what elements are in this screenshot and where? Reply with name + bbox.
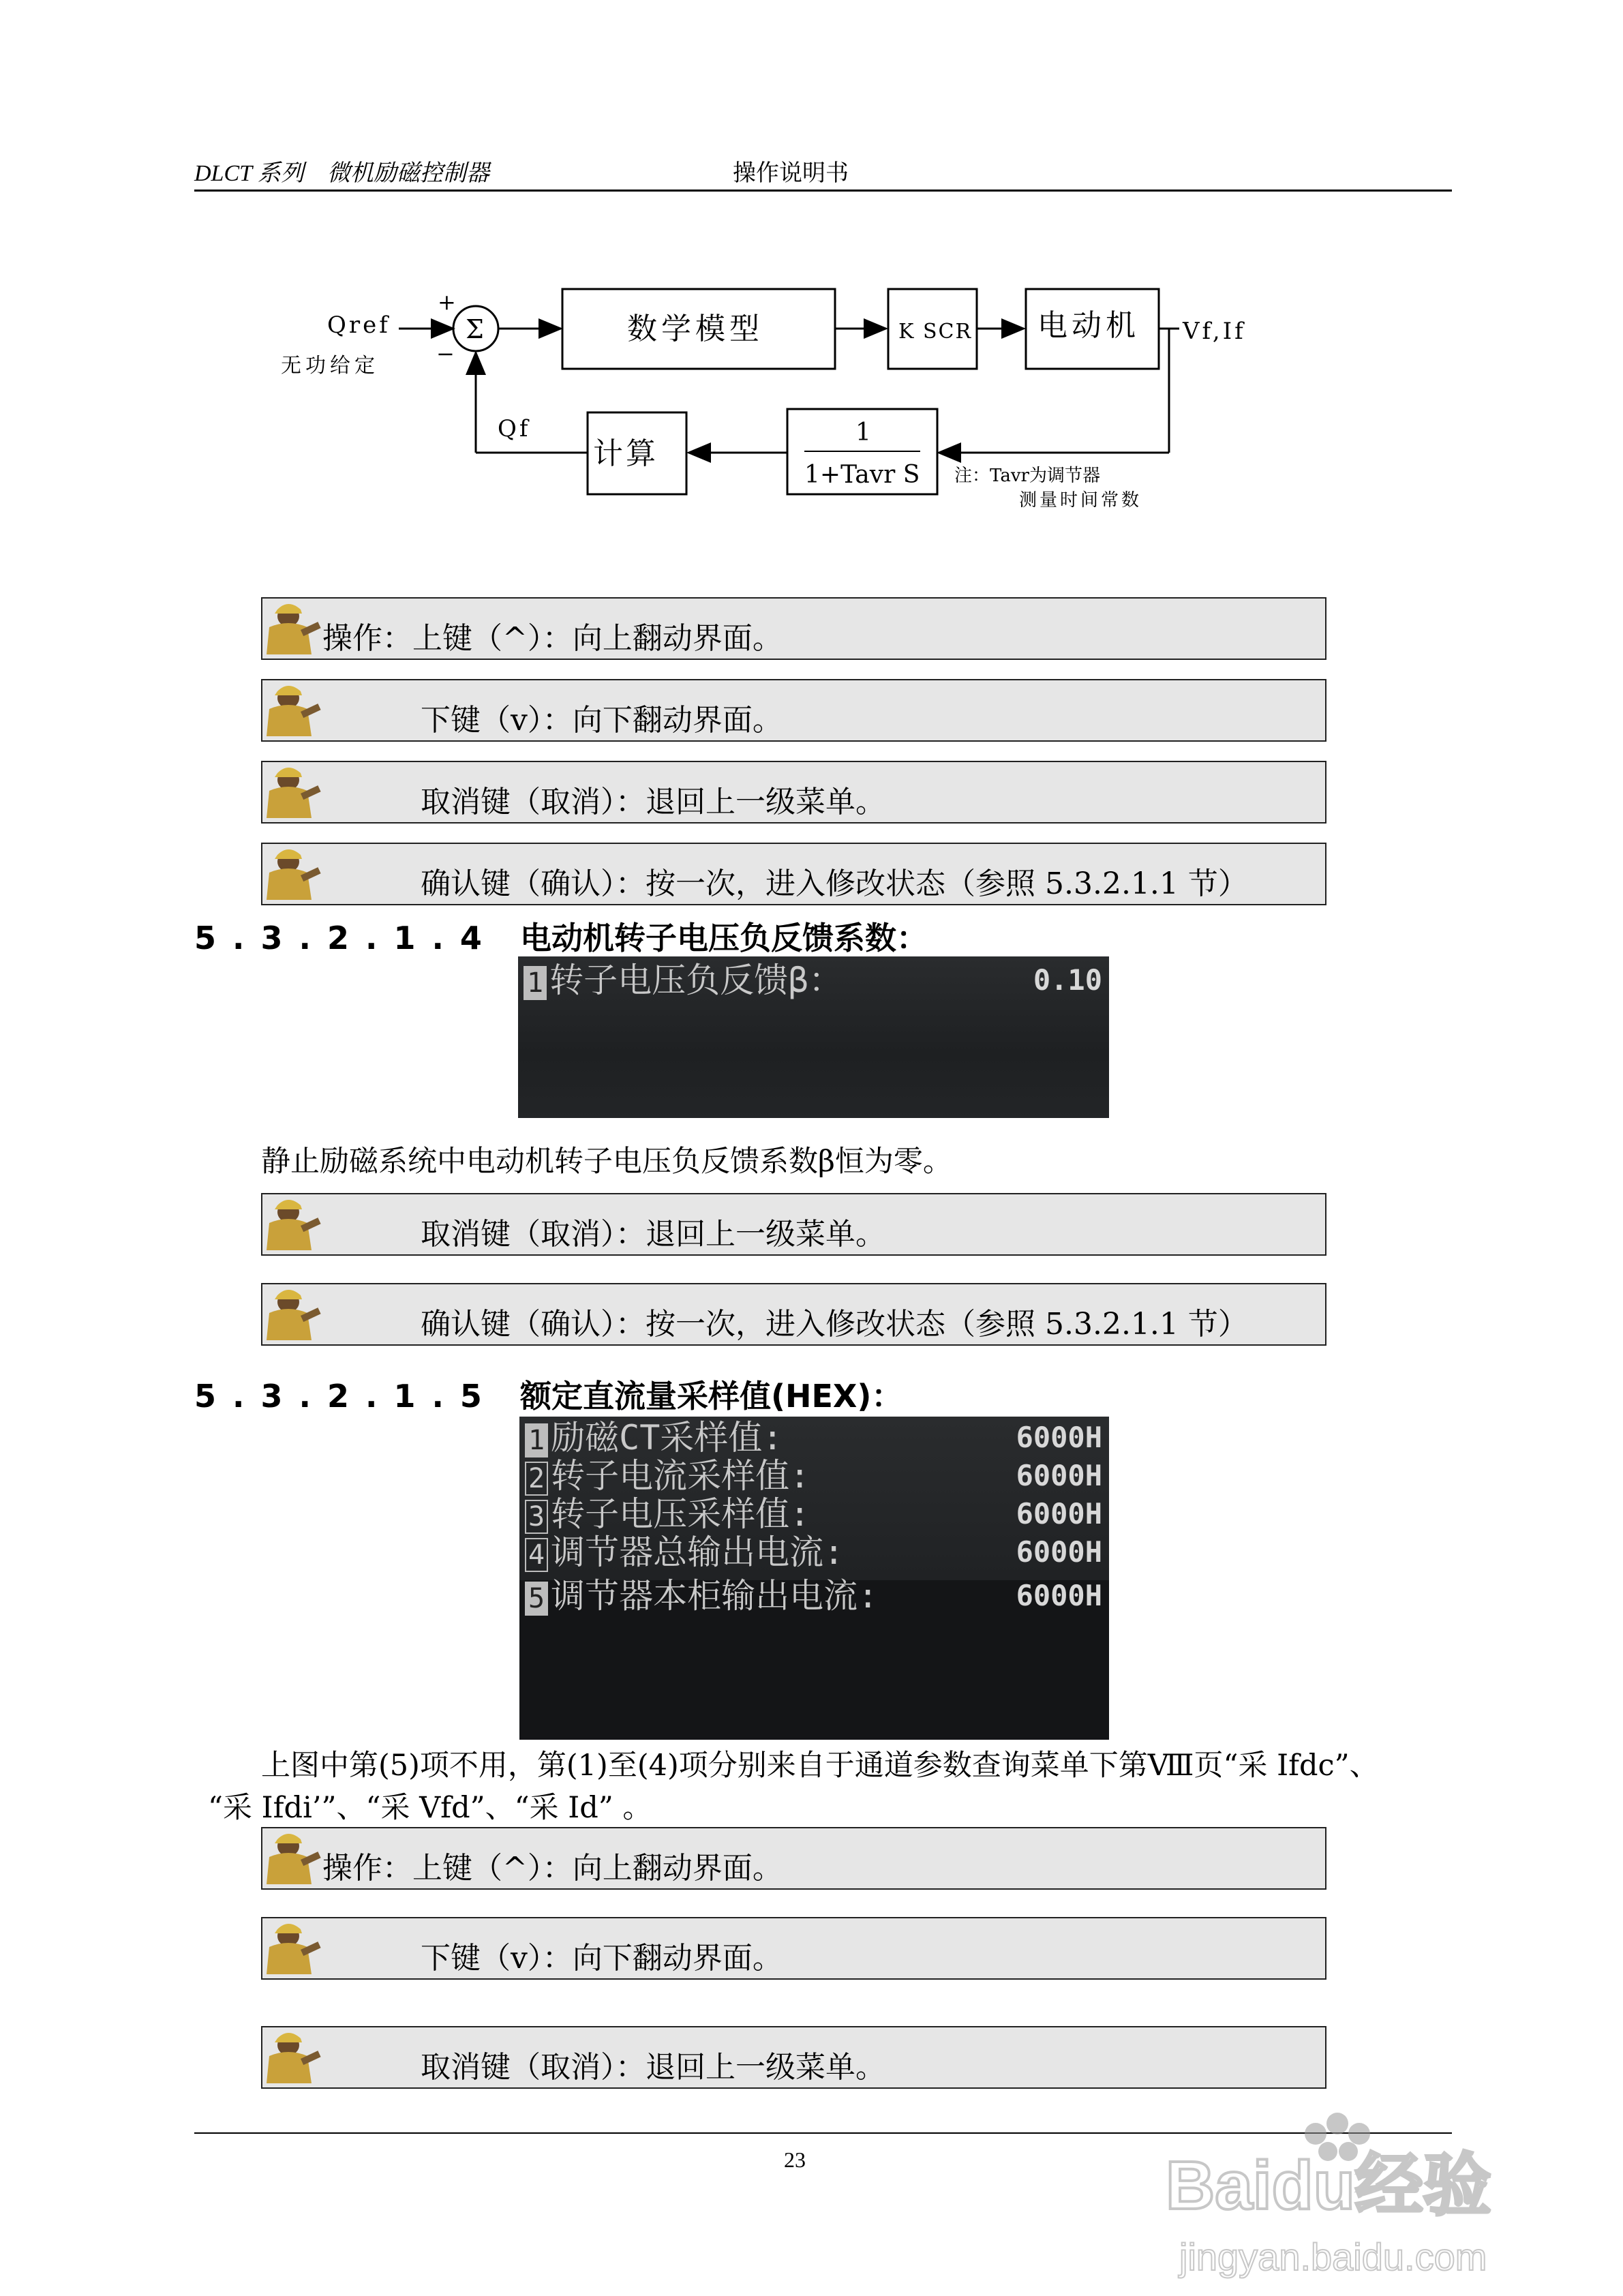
worker-icon [264,845,322,903]
note-box [261,1917,1326,1980]
note-text: 取消键（取消）：退回上一级菜单。 [421,785,885,819]
section1-paragraph: 静止励磁系统中电动机转子电压负反馈系数β恒为零。 [261,1145,952,1179]
qref-desc: 无功给定 [281,354,379,378]
lcd-screen-sampling [519,1417,1109,1740]
qf-label: Qf [498,415,531,442]
note-box [261,761,1326,824]
tf-numerator: 1 [855,419,871,447]
worker-icon [264,600,322,657]
note-text: 操作：上键（^）：向上翻动界面。 [322,621,783,656]
note-text: 操作：上键（^）：向上翻动界面。 [322,1851,783,1886]
note-box [261,1193,1326,1256]
header-product: 微机励磁控制器 [327,161,489,186]
lcd-row-index: 4 [525,1538,548,1572]
lcd-row-label: 转子电压负反馈β： [549,961,843,1000]
lcd-row-index: 3 [525,1500,548,1534]
sum-symbol: Σ [466,314,484,344]
section-number: 5.3.2.1.5 [194,1378,498,1415]
tf-denominator: 1+Tavr S [804,461,920,489]
lcd-row-label: 励磁CT采样值: [551,1418,783,1457]
section2-paragraph-line2: “采 Ifdi’”、“采 Vfd”、“采 Id” 。 [208,1791,652,1825]
math-model-label: 数学模型 [627,312,763,346]
lcd-row-label: 调节器本柜输出电流: [551,1576,879,1616]
page-number: 23 [784,2147,806,2172]
section2-paragraph-line1: 上图中第(5)项不用，第(1)至(4)项分别来自于通道参数查询菜单下第Ⅷ页“采 Ifdc”、 [261,1749,1379,1783]
note-text: 下键（v）：向下翻动界面。 [421,1941,783,1976]
lcd-row-label: 调节器总输出电流: [551,1532,845,1572]
tavr-note-line2: 测量时间常数 [1019,490,1142,511]
lcd-row-value: 6000H [1016,1497,1102,1530]
worker-icon [264,2029,322,2086]
header-rule [194,190,1452,192]
worker-icon [264,1830,322,1887]
note-text: 取消键（取消）：退回上一级菜单。 [421,1217,885,1252]
worker-icon [264,1920,322,1977]
section-heading-5-3-2-1-4 [194,913,928,958]
note-text: 取消键（取消）：退回上一级菜单。 [421,2050,885,2085]
tavr-note-line1: 注：Tavr为调节器 [954,466,1100,486]
baidu-watermark-logo [1159,2086,1541,2291]
note-text: 确认键（确认）：按一次，进入修改状态（参照 5.3.2.1.1 节） [421,866,1248,901]
lcd-row-value: 6000H [1016,1459,1102,1492]
lcd-row-index: 5 [525,1582,548,1616]
lcd-row-value: 6000H [1016,1421,1102,1454]
lcd-screen-beta [518,956,1109,1118]
kscr-label: K SCR [898,320,973,344]
note-text: 下键（v）：向下翻动界面。 [421,703,783,738]
sum-minus: − [436,341,455,367]
note-text: 确认键（确认）：按一次，进入修改状态（参照 5.3.2.1.1 节） [421,1307,1248,1342]
section-title: 电动机转子电压负反馈系数： [519,920,928,956]
section-heading-5-3-2-1-5 [194,1372,902,1417]
lcd-row-label: 转子电压采样值: [551,1494,810,1534]
watermark-url: jingyan.baidu.com [1179,2235,1487,2278]
section-title: 额定直流量采样值(HEX)： [519,1378,903,1415]
header-doc-type: 操作说明书 [733,160,849,187]
compute-label: 计算 [593,436,658,471]
lcd-row [525,1418,1105,1457]
qref-label: Qref [327,312,391,339]
lcd-row [525,1576,1105,1616]
note-box [261,679,1326,742]
lcd-row-value: 6000H [1016,1579,1102,1612]
note-box [261,843,1326,905]
note-box [261,2026,1326,2089]
sum-plus: + [438,289,456,315]
note-box [261,1283,1326,1346]
lcd-row-label: 转子电流采样值: [551,1456,810,1496]
header-series: DLCT 系列 [194,161,304,186]
output-label: Vf,If [1183,318,1246,345]
note-box [261,597,1326,660]
worker-icon [264,1196,322,1253]
section-number: 5.3.2.1.4 [194,920,498,956]
header-series-product [194,154,489,187]
lcd-row [524,961,1105,1000]
worker-icon [264,1286,322,1343]
watermark-brand: Baidu经验 [1166,2147,1491,2224]
lcd-row-index: 1 [524,966,547,1000]
control-block-diagram [273,273,1179,532]
worker-icon [264,682,322,739]
lcd-row-index: 1 [525,1423,548,1457]
lcd-row-index: 2 [525,1462,548,1496]
note-box [261,1827,1326,1890]
lcd-row [525,1456,1105,1496]
worker-icon [264,764,322,821]
lcd-row-value: 6000H [1016,1535,1102,1569]
lcd-row [525,1494,1105,1534]
motor-label: 电动机 [1037,308,1140,343]
lcd-row [525,1532,1105,1572]
lcd-row-value: 0.10 [1033,963,1102,997]
